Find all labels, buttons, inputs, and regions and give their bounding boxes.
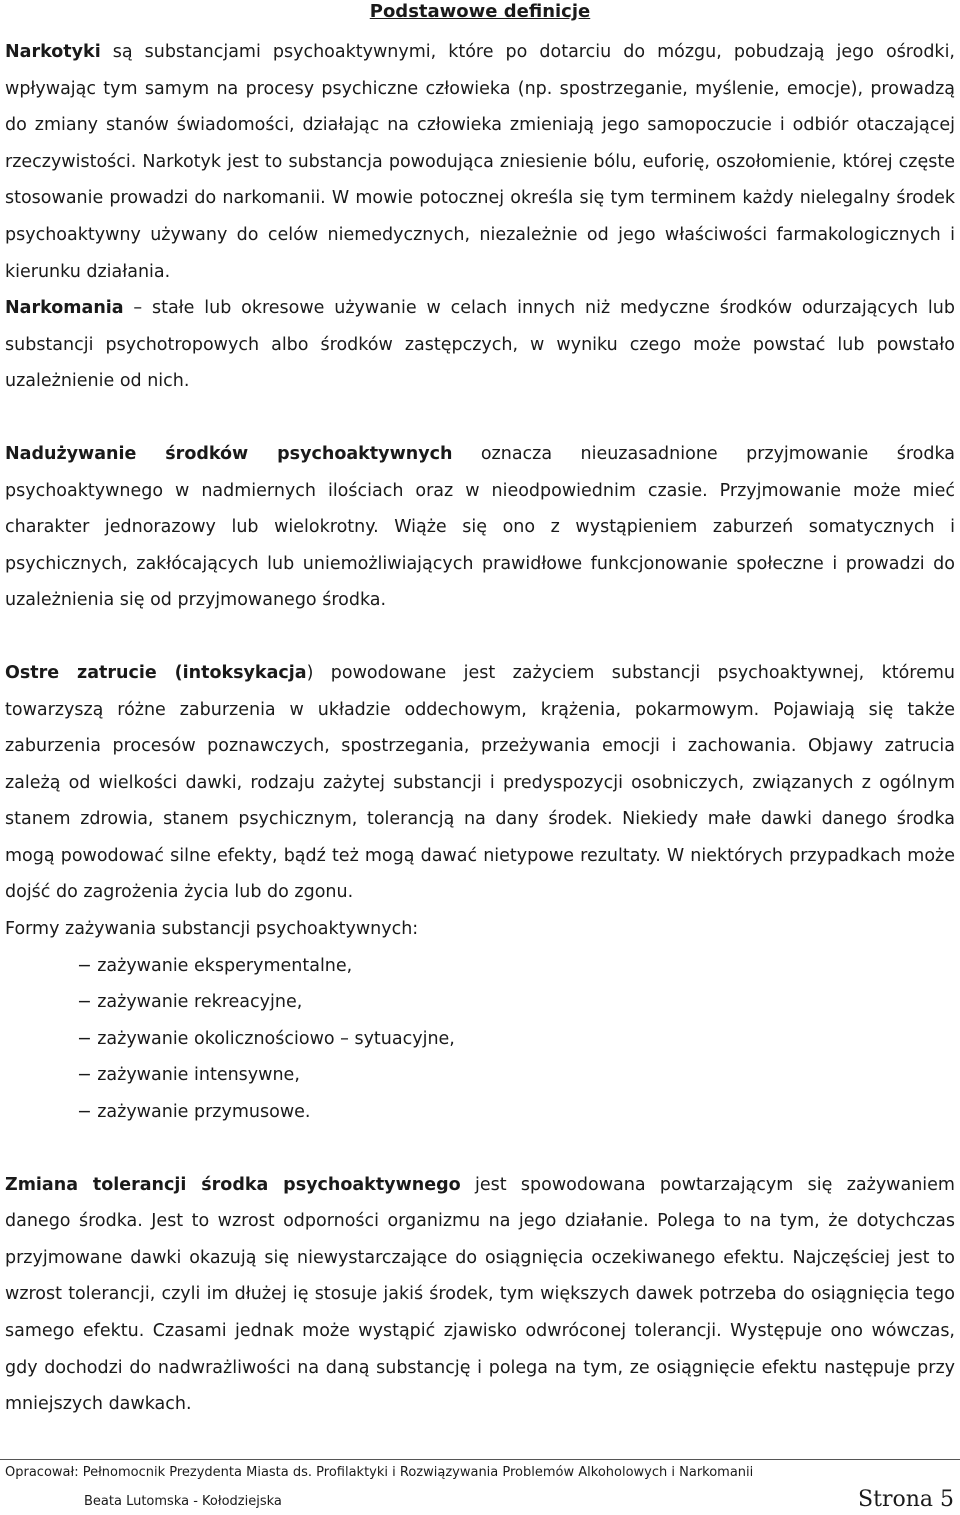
- list-item: − zażywanie eksperymentalne,: [77, 948, 955, 985]
- list-item: − zażywanie rekreacyjne,: [77, 984, 955, 1021]
- paragraph-narkotyki: [5, 34, 955, 290]
- definition-tolerancja: jest spowodowana powtarzającym się zażywaniem danego środka. Jest to wzrost odporności organizmu na jego działanie. Polega to na tym, że dotychczas przyjmowane dawki okazują się niewystarczające do osiągnięcia oczekiwanego efektu. Najczęściej jest to wzrost tolerancji, czyli im dłużej ię stosuje jakiś środek, tym większych dawek potrzeba do osiągnięcia tego samego efektu. Czasami jednak może wystąpić zjawisko odwróconej tolerancji. Występuje ono wówczas, gdy dochodzi do nadwrażliwości na daną substancję i polega na tym, ze osiągnięcie efektu następuje przy mniejszych dawkach.: [5, 1174, 955, 1415]
- footer-divider: [0, 1459, 960, 1460]
- definition-ostre-zatrucie: ) powodowane jest zażyciem substancji psychoaktywnej, któremu towarzyszą różne zaburzenia w układzie oddechowym, krążenia, pokarmowym. Pojawiają się także zaburzenia procesów poznawczych, spostrzegania, przeżywania emocji i zachowania. Objawy zatrucia zależą od wielkości dawki, rodzaju zażytej substancji i predyspozycji osobniczych, związanych z ogólnym stanem zdrowia, stanem psychicznym, tolerancją na dany środek. Niekiedy małe dawki danego środka mogą powodować silne efekty, bądź też mogą dawać nietypowe rezultaty. W niektórych przypadkach może dojść do zagrożenia życia lub do zgonu.: [5, 662, 955, 903]
- paragraph-naduzywanie: [5, 436, 955, 619]
- term-ostre-zatrucie: Ostre zatrucie (intoksykacja: [5, 662, 307, 683]
- page-number: Strona 5: [858, 1487, 954, 1512]
- page-title: Podstawowe definicje: [369, 1, 591, 22]
- definition-naduzywanie: oznacza nieuzasadnione przyjmowanie środka psychoaktywnego w nadmiernych ilościach oraz w nieodpowiednim czasie. Przyjmowanie może mieć charakter jednorazowy lub wielokrotny. Wiąże się ono z wystąpieniem zaburzeń somatycznych i psychicznych, zakłócających lub uniemożliwiających prawidłowe funkcjonowanie społeczne i prowadzi do uzależnienia się od przyjmowanego środka.: [5, 443, 955, 611]
- footer-author: Beata Lutomska - Kołodziejska: [84, 1494, 282, 1509]
- definition-narkotyki: są substancjami psychoaktywnymi, które po dotarciu do mózgu, pobudzają jego ośrodki, wpływając tym samym na procesy psychiczne człowieka (np. spostrzeganie, myślenie, emocje), prowadzą do zmiany stanów świadomości, działając na człowieka zmieniają jego samopoczucie i odbiór otaczającej rzeczywistości. Narkotyk jest to substancja powodująca zniesienie bólu, euforię, oszołomienie, której częste stosowanie prowadzi do narkomanii. W mowie potocznej określa się tym terminem każdy nielegalny środek psychoaktywny używany do celów niemedycznych, niezależnie od jego właściwości farmakologicznych i kierunku działania.: [5, 42, 955, 282]
- list-item: − zażywanie okolicznościowo – sytuacyjne,: [77, 1021, 955, 1058]
- list-item: − zażywanie intensywne,: [77, 1057, 955, 1094]
- document-page: [5, 0, 955, 1423]
- spacer: [5, 400, 955, 436]
- paragraph-tolerancja: [5, 1167, 955, 1423]
- definition-narkomania: – stałe lub okresowe używanie w celach innych niż medyczne środków odurzających lub substancji psychotropowych albo środków zastępczych, w wyniku czego może powstać lub powstało uzależnienie od nich.: [5, 298, 955, 392]
- term-tolerancja: Zmiana tolerancji środka psychoaktywnego: [5, 1174, 461, 1195]
- forms-intro: Formy zażywania substancji psychoaktywnych:: [5, 919, 419, 940]
- list-item: − zażywanie przymusowe.: [77, 1094, 955, 1131]
- forms-list: [5, 948, 955, 1131]
- term-narkotyki: Narkotyki: [5, 42, 101, 62]
- term-narkomania: Narkomania: [5, 298, 124, 319]
- spacer: [5, 1131, 955, 1167]
- footer-prepared-by: Opracował: Pełnomocnik Prezydenta Miasta ds. Profilaktyki i Rozwiązywania Problemów Alkoholowych i Narkomanii: [5, 1465, 754, 1480]
- paragraph-ostre-zatrucie: [5, 655, 955, 911]
- paragraph-narkomania: [5, 290, 955, 400]
- spacer: [5, 619, 955, 655]
- term-naduzywanie: Nadużywanie środków psychoaktywnych: [5, 443, 453, 464]
